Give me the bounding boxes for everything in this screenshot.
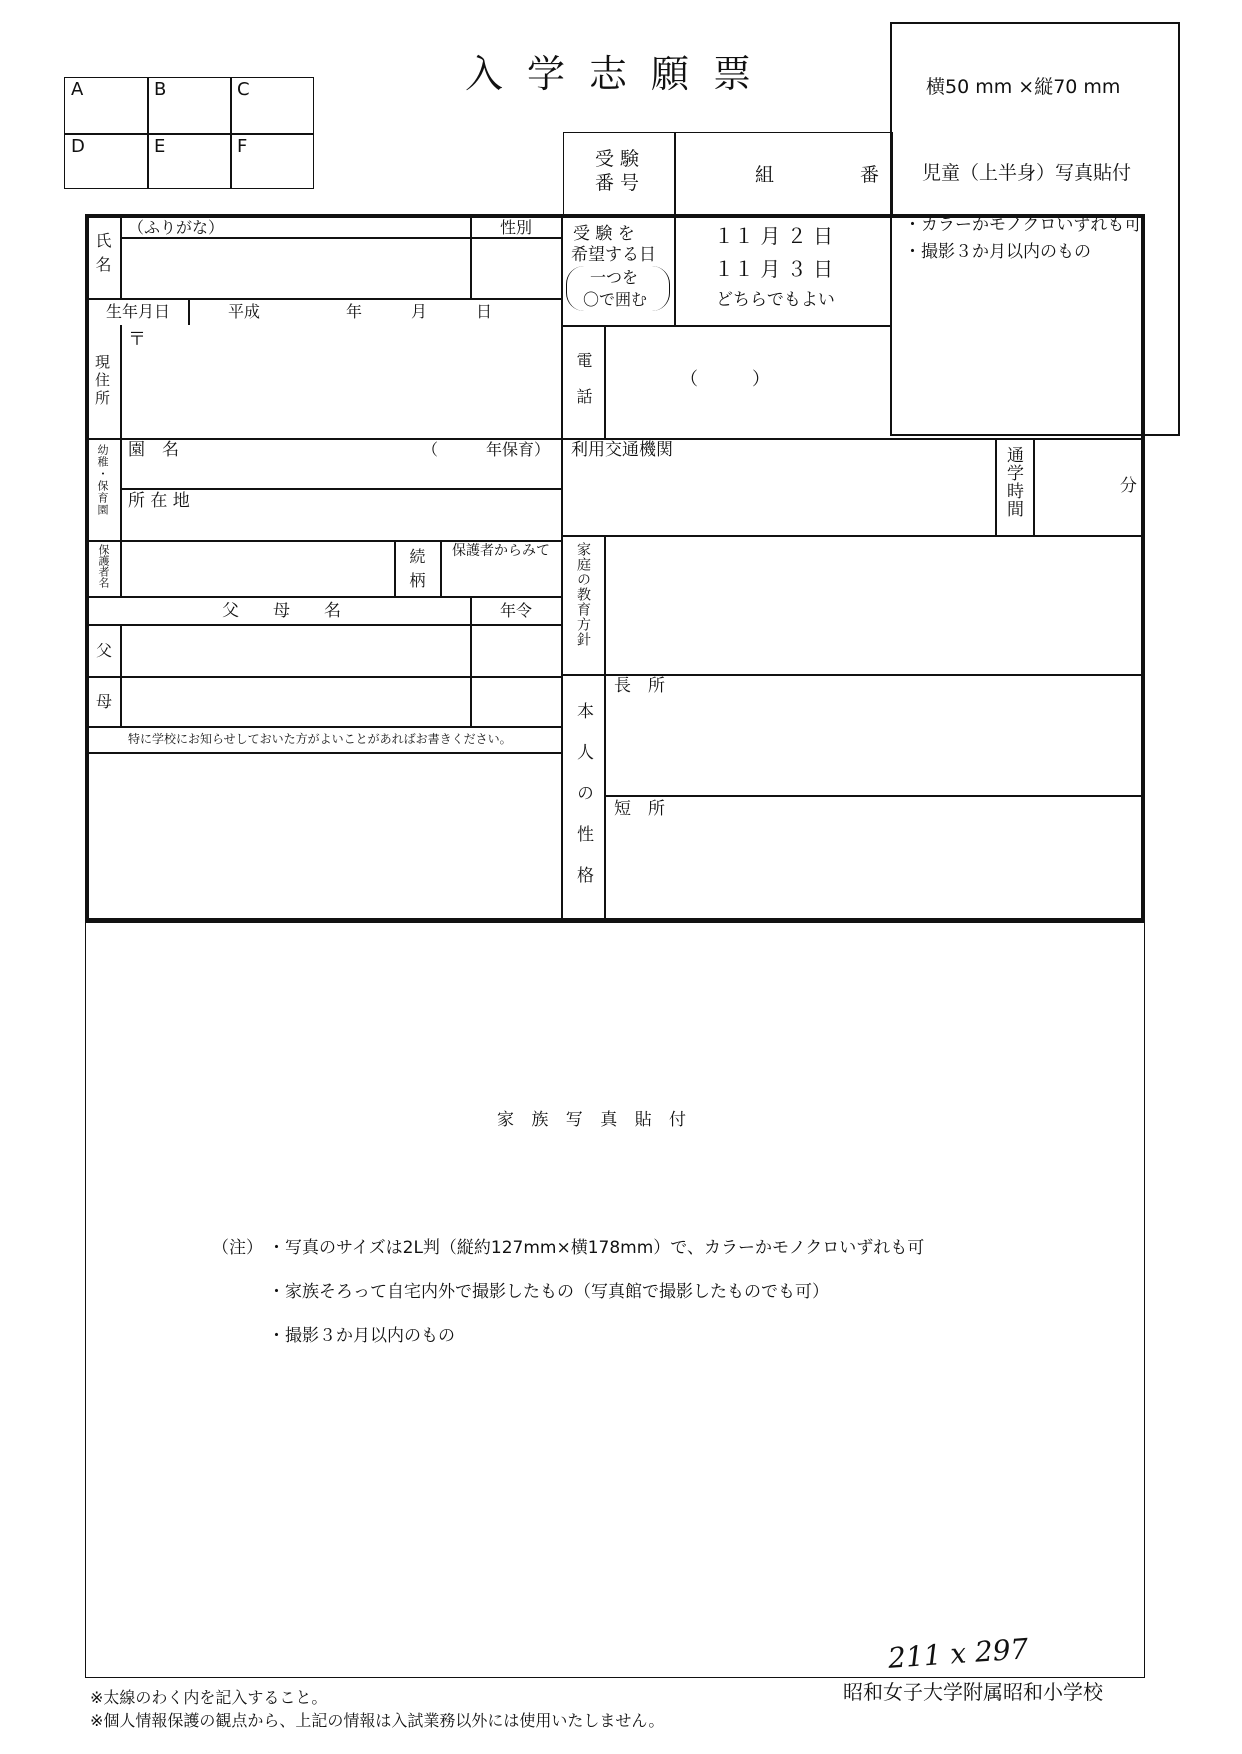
father-label: 父 — [96, 641, 113, 660]
gender-input[interactable] — [472, 239, 560, 297]
mother-name-input[interactable] — [122, 678, 468, 724]
birth-day-label[interactable]: 日 — [476, 302, 493, 321]
parents-header: 父 母 名 — [222, 601, 341, 621]
birth-year-label[interactable]: 年 — [346, 302, 363, 321]
family-photo-prefix: （注） — [212, 1238, 263, 1258]
guardian-name-input[interactable] — [122, 542, 392, 594]
family-photo-note-1: ・写真のサイズは2L判（縦約127mm×横178mm）で、カラーかモノクロいずれも可 — [268, 1238, 925, 1258]
exam-day-label-1: 受 験 を — [573, 224, 635, 244]
notes-label: 特に学校にお知らせしておいた方がよいことがあればお書きください。 — [128, 732, 512, 746]
photo-note-2: ・撮影３か月以内のもの — [904, 242, 1091, 262]
grid-cell-a[interactable]: A — [71, 79, 84, 100]
grid-cell-b[interactable]: B — [154, 79, 167, 100]
gender-label: 性別 — [500, 218, 533, 237]
father-name-input[interactable] — [122, 626, 468, 674]
exam-ban-label: 番 — [860, 164, 880, 186]
strengths-label: 長 所 — [614, 676, 665, 696]
exam-number-label-2: 番号 — [595, 172, 646, 194]
education-policy-input[interactable] — [607, 538, 1141, 672]
heisei-label: 平成 — [228, 302, 261, 321]
exam-kumi-label: 組 — [755, 164, 775, 186]
photo-note-1: ・カラーかモノクロいずれも可 — [904, 215, 1142, 235]
guardian-label: 保護者名 — [97, 544, 110, 588]
father-age-input[interactable] — [472, 626, 560, 674]
furigana-label: （ふりがな） — [128, 218, 225, 237]
address-label: 現住所 — [93, 354, 111, 408]
education-policy-label: 家庭の教育方針 — [575, 542, 591, 647]
relation-note: 保護者からみて — [452, 543, 550, 559]
birth-label: 生年月日 — [106, 302, 171, 321]
commute-minutes[interactable]: 分 — [1120, 476, 1137, 496]
kindergarten-years[interactable]: （ 年保育） — [422, 440, 551, 459]
exam-day-label-4: 〇で囲む — [583, 290, 648, 309]
family-photo-note-2: ・家族そろって自宅内外で撮影したもの（写真館で撮影したものでも可） — [268, 1282, 829, 1302]
phone-label: 電話 — [574, 352, 593, 424]
name-input[interactable] — [122, 239, 468, 297]
grid-cell-c[interactable]: C — [237, 79, 250, 100]
grid-cell-e[interactable]: E — [154, 136, 166, 157]
exam-number-label-1: 受験 — [595, 148, 646, 170]
notes-input[interactable] — [89, 755, 559, 918]
exam-day-label-3: 一つを — [590, 268, 639, 287]
weaknesses-input[interactable] — [607, 821, 1141, 918]
birth-month-label[interactable]: 月 — [411, 302, 428, 321]
phone-paren[interactable]: （ ） — [680, 369, 770, 390]
exam-day-option-3[interactable]: どちらでもよい — [716, 290, 835, 310]
mother-label: 母 — [96, 692, 113, 711]
grid-cell-d[interactable]: D — [71, 136, 85, 157]
page-title: 入学志願票 — [465, 52, 776, 96]
relation-label: 続柄 — [407, 548, 426, 596]
transport-label: 利用交通機関 — [571, 440, 673, 460]
family-photo-note-3: ・撮影３か月以内のもの — [268, 1326, 455, 1346]
photo-size: 横50 mm ×縦70 mm — [926, 76, 1121, 98]
parents-age-label: 年令 — [500, 601, 533, 620]
kindergarten-label: 幼稚・保育園 — [96, 444, 109, 516]
strengths-input[interactable] — [607, 698, 1141, 793]
family-photo-heading: 家 族 写 真 貼 付 — [497, 1110, 693, 1130]
commute-time-label: 通学時間 — [1003, 446, 1023, 518]
handwritten-size: 211 x 297 — [886, 1632, 1030, 1675]
photo-heading: 児童（上半身）写真貼付 — [922, 162, 1132, 184]
exam-day-option-2[interactable]: １１ 月 ３ 日 — [714, 257, 834, 281]
mother-age-input[interactable] — [472, 678, 560, 724]
shimei-label: 氏名 — [93, 232, 112, 280]
footer-note-2: ※個人情報保護の観点から、上記の情報は入試業務以外には使用いたしません。 — [90, 1711, 665, 1730]
kindergarten-name-label: 園 名 — [128, 440, 179, 460]
exam-day-label-2: 希望する日 — [571, 245, 656, 265]
address-input[interactable] — [122, 350, 559, 436]
personality-label: 本人の性格 — [573, 702, 593, 907]
kindergarten-location-label: 所 在 地 — [128, 491, 190, 511]
school-name: 昭和女子大学附属昭和小学校 — [843, 1680, 1103, 1704]
postal-mark: 〒 — [128, 329, 146, 350]
exam-day-bracket — [566, 266, 670, 311]
transport-input[interactable] — [566, 464, 992, 534]
footer-note-1: ※太線のわく内を記入すること。 — [90, 1688, 328, 1707]
grid-cell-f[interactable]: F — [237, 136, 248, 157]
exam-day-option-1[interactable]: １１ 月 ２ 日 — [714, 224, 834, 248]
weaknesses-label: 短 所 — [614, 799, 665, 819]
